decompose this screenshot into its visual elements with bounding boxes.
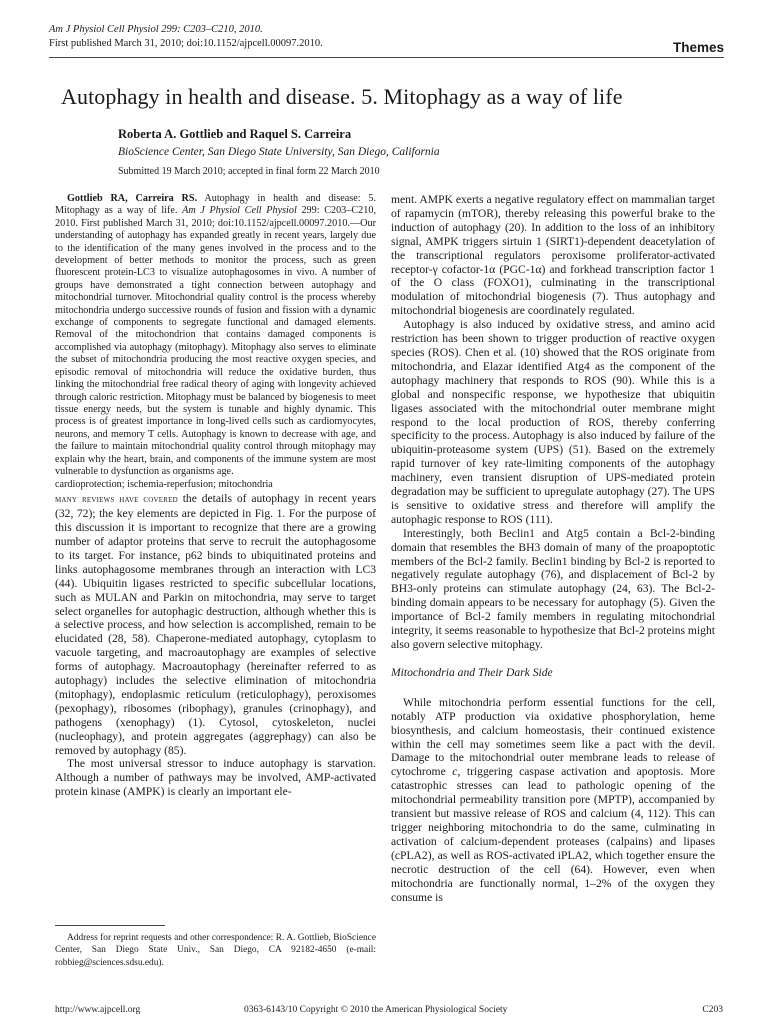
header-divider [49,57,724,58]
running-head [49,23,323,51]
left-column [55,193,376,799]
correspondence-footnote: Address for reprint requests and other correspondence: R. A. Gottlieb, BioScience Center, San Diego State Univ., San Diego, CA 92182-4650 (e-mail: robbieg@sciences.sdsu.edu). [55,933,376,968]
keywords: cardioprotection; ischemia-reperfusion; mitochondria [55,479,273,491]
body-paragraph [391,696,715,905]
paragraph-text: While mitochondria perform essential functions for the cell, notably ATP production via oxidative phosphorylation, heme biosynthesis, and calcium homeostasis, their continued existence within the cell may sometimes seem like a pact with the devil. Damage to the mitochondrial outer membrane leads to release of cytochrome [391,695,715,779]
paragraph-text: the details of autophagy in recent years (32, 72); the key elements are depicted in Fig. 1. For the purpose of this discussion it is important to recognize that there are a growing number of adaptor proteins that serve to recruit the autophagosome to its target. For instance, p62 binds to ubiquitinated proteins and links autophagosome membranes through an interaction with LC3 (44). Ubiquitin ligases restricted to specific subcellular locations, such as MULAN and Parkin on mitochondria, may serve to target select organelles for autophagic destruction, although whether this is a selective process, and how selection is accomplished, remain to be elucidated (28, 58). Chaperone-mediated autophagy, cytoplasm to vacuole targeting, and macroautophagy are examples of selective forms of autophagy. Macroautophagy (hereinafter referred to as autophagy) includes the selective elimination of mitochondria (mitophagy), endoplasmic reticulum (reticulophagy), peroxisomes (pexophagy), ribosomes (ribophagy), granules (crinophagy), and pathogens (xenophagy) (1). Cytosol, cytoskeleton, nuclei (nucleophagy), and protein aggregates (aggrephagy) can also be removed by autophagy (85). [55,492,377,757]
body-paragraph: ment. AMPK exerts a negative regulatory effect on mammalian target of rapamycin (mTOR), thereby releasing this powerful brake to the induction of autophagy (20). In addition to the loss of an inhibitory signal, AMPK triggers sirtuin 1 (SIRT1)-dependent deacetylation of the transcriptional regulators peroxisome proliferator-activated receptor-γ cofactor-1α (PGC-1α) and forkhead transcription factor 1 of the O class (FOXO1), culminating in the transcriptional modulation of mitochondrial biogenesis (7). Thus autophagy and mitochondrial biogenesis are coordinately regulated. [391,193,715,318]
section-heading: Mitochondria and Their Dark Side [391,665,553,679]
abstract-citation-title: Autophagy in health and disease: 5. Mitophagy as a way of life. [55,193,377,217]
abstract-lead: Gottlieb RA, Carreira RS. [67,193,198,204]
section-label: Themes [672,40,724,55]
article-title: Autophagy in health and disease. 5. Mitophagy as a way of life [61,84,623,109]
affiliation: BioScience Center, San Diego State University, San Diego, California [118,146,440,158]
authors: Roberta A. Gottlieb and Raquel S. Carreira [118,127,352,141]
paragraph-text: , triggering caspase activation and apoptosis. More catastrophic stresses can lead to pathologic opening of the mitochondrial permeability transition pore (MPTP), accompanied by transient but massive release of ROS and calcium (4, 112). This can trigger neighboring mitochondria to do the same, culminating in activation of calcium-dependent proteases (calpains) and lipases (cPLA2), as well as ROS-activated iPLA2, which together ensure the necrotic destruction of the cell (64). However, even when mitochondria are functionally normal, 1–2% of the oxygen they consume is [391,765,715,904]
body-paragraph: Interestingly, both Beclin1 and Atg5 contain a Bcl-2-binding domain that resembles the BH3 domain of many of the proapoptotic members of the Bcl-2 family. Beclin1 binding by Bcl-2 is reported to negatively regulate autophagy (76), and displacement of Bcl-2 by BH3-only proteins can stimulate autophagy (24, 63). The Bcl-2-binding domain appears to be necessary for autophagy (5). Given the importance of Bcl-2 family members in regulating mitochondrial integrity, it seems reasonable to hypothesize that Bcl-2 proteins might also govern selective mitophagy. [391,526,715,651]
body-paragraph [55,492,376,757]
citation-line: Am J Physiol Cell Physiol 299: C203–C210, 2010. [49,24,263,35]
abstract [55,193,376,478]
submission-dates: Submitted 19 March 2010; accepted in final form 22 March 2010 [118,166,380,177]
abstract-text: Our understanding of autophagy has expanded greatly in recent years, largely due to the identification of the many genes involved in the process and to the development of better methods to monitor the process, such as green fluorescent protein-LC3 to visualize autophagosomes in vivo. A number of groups have demonstrated a tight connection between autophagy and mitochondrial turnover. Mitochondrial quality control is the process whereby mitochondria undergo successive rounds of fusion and fission with a dynamic exchange of components to segregate functional and damaged elements. Removal of the mitochondrion that contains damaged components is accomplished via autophagy (mitophagy). Mitophagy also serves to eliminate the subset of mitochondria producing the most reactive oxygen species, and episodic removal of mitochondria will reduce the oxidative burden, thus linking the mitochondrial free radical theory of aging with longevity achieved through caloric restriction. Mitophagy must be balanced by biogenesis to meet tissue energy needs, but the system is tunable and highly dynamic. This process is of greatest importance in long-lived cells such as cardiomyocytes, neurons, and memory T cells. Autophagy is known to decrease with age, and the failure to maintain mitochondrial quality control through mitophagy may explain why the heart, brain, and components of the immune system are most vulnerable to dysfunction as organisms age. [55,217,376,477]
abstract-citation-rest: 299: C203–C210, 2010. First published March 31, 2010; doi:10.1152/ajpcell.00097.2010.— [55,205,376,229]
doi-line: First published March 31, 2010; doi:10.1152/ajpcell.00097.2010. [49,38,323,49]
abstract-journal: Am J Physiol Cell Physiol [182,205,297,217]
italic-term: c [452,765,458,779]
journal-url-link[interactable]: http://www.ajpcell.org [55,1005,141,1015]
copyright-line: 0363-6143/10 Copyright © 2010 the American Physiological Society [244,1005,508,1015]
page-number: C203 [702,1005,723,1015]
footnote-divider [55,925,165,926]
opening-smallcaps: many reviews have covered [55,494,178,506]
body-paragraph: Autophagy is also induced by oxidative stress, and amino acid restriction has been shown to trigger production of reactive oxygen species (ROS). Chen et al. (10) showed that the ROS originate from mitochondria, and Elazar identified Atg4 as the component of the autophagy machinery that responds to ROS (90). While this is a global and nonspecific response, we hypothesize that ubiquitin ligases associated with the mitochondrial outer membrane might respond to the local production of ROS, thereby conferring specificity to the process. Autophagy is also induced by failure of the ubiquitin-proteasome system (UPS) (51). Based on the extremely rapid turnover of key rate-limiting components of the autophagy machinery, even transient disruption of UPS-mediated protein degradation may be sufficient to upregulate autophagy (27). The UPS is sensitive to oxidative stress and therefore will amplify the autophagic response to ROS (111). [391,318,715,526]
body-paragraph: The most universal stressor to induce autophagy is starvation. Although a number of pathways may be involved, AMP-activated protein kinase (AMPK) is clearly an important ele- [55,757,376,799]
right-column [391,193,715,904]
